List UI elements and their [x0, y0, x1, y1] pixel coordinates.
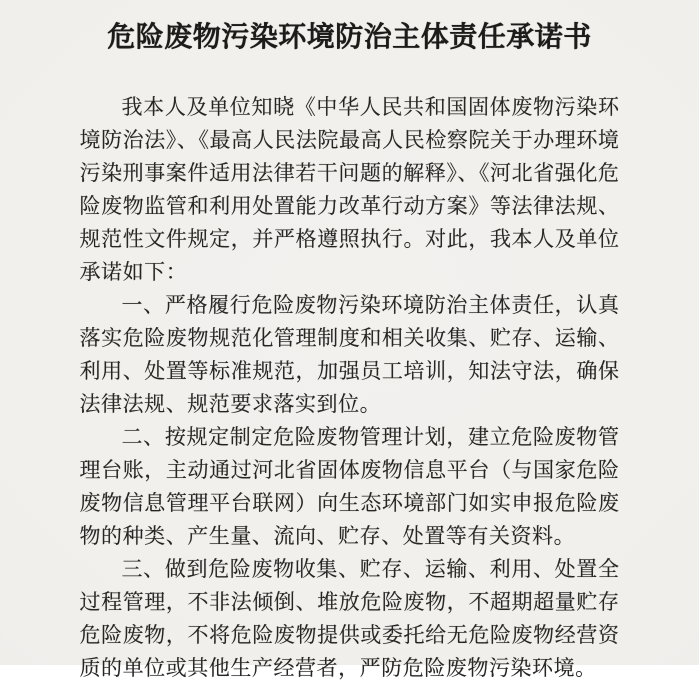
paragraph-item-1: 一、严格履行危险废物污染环境防治主体责任，认真落实危险废物规范化管理制度和相关收集、贮存、运输、利用、处置等标准规范，加强员工培训，知法守法，确保法律法规、规范要求落实到位。: [79, 293, 620, 416]
document-title: 危险废物污染环境防治主体责任承诺书: [107, 22, 592, 53]
paragraph-intro: 我本人及单位知晓《中华人民共和国固体废物污染环境防治法》、《最高人民法院最高人民检察院关于办理环境污染刑事案件适用法律若干问题的解释》、《河北省强化危险废物监管和利用处置能力改革行动方案》等法律法规、规范性文件规定，并严格遵照执行。对此，我本人及单位承诺如下：: [79, 95, 620, 284]
document-body: [80, 91, 620, 685]
paragraph-item-3: 三、做到危险废物收集、贮存、运输、利用、处置全过程管理，不非法倾倒、堆放危险废物，不超期超量贮存危险废物，不将危险废物提供或委托给无危险废物经营资质的单位或其他生产经营者，严防危险废物污染环境。: [79, 557, 620, 680]
paragraph-item-2: 二、按规定制定危险废物管理计划，建立危险废物管理台账，主动通过河北省固体废物信息平台（与国家危险废物信息管理平台联网）向生态环境部门如实申报危险废物的种类、产生量、流向、贮存、处置等有关资料。: [79, 425, 620, 548]
